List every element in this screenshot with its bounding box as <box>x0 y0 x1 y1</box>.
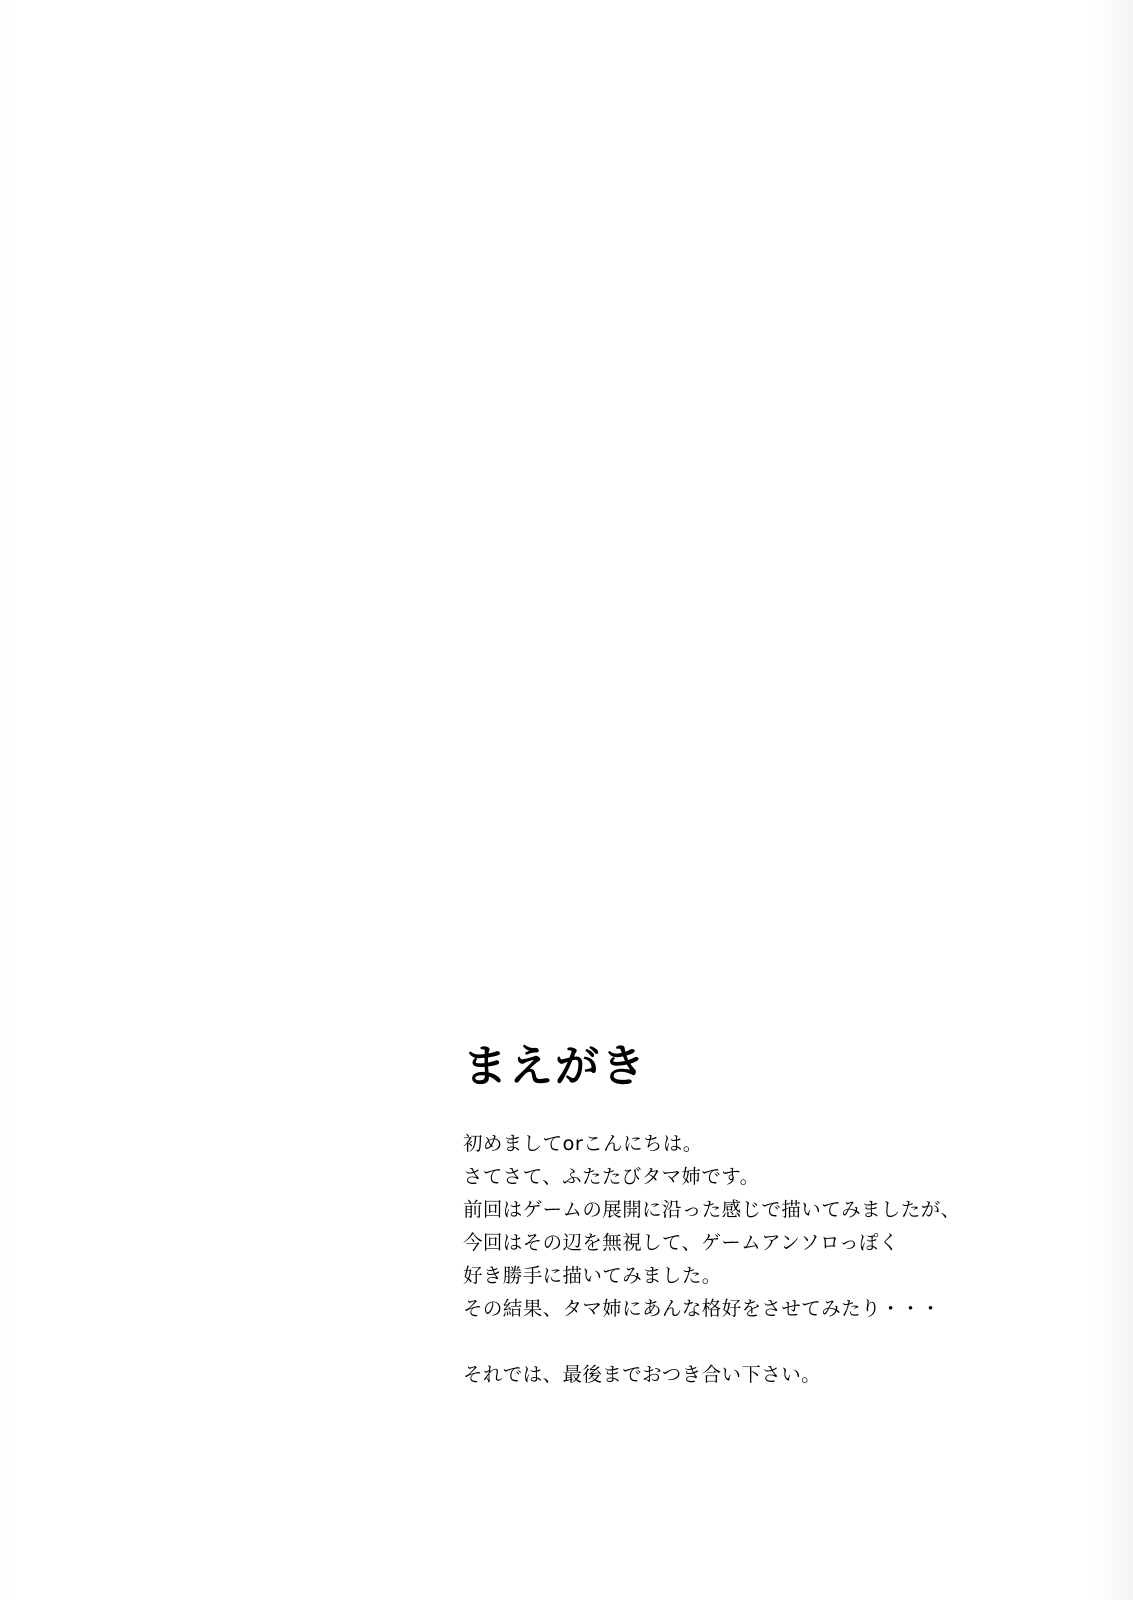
afterword-closing-line: それでは、最後までおつき合い下さい。 <box>463 1363 822 1386</box>
afterword-line: 今回はその辺を無視して、ゲームアンソロっぽく <box>463 1231 899 1254</box>
afterword-line: 初めましてorこんにちは。 <box>463 1132 703 1155</box>
afterword-heading: まえがき <box>463 1041 647 1092</box>
scan-edge-shading-left <box>0 0 18 1600</box>
afterword-body <box>463 1127 1063 1391</box>
afterword-line: 好き勝手に描いてみました。 <box>463 1264 722 1287</box>
afterword-line: さてさて、ふたたびタマ姉です。 <box>463 1165 760 1188</box>
scan-edge-shading-right <box>1087 0 1133 1600</box>
afterword-line: その結果、タマ姉にあんな格好をさせてみたり・・・ <box>463 1297 941 1320</box>
afterword-line: 前回はゲームの展開に沿った感じで描いてみましたが、 <box>463 1198 961 1221</box>
afterword-paragraph-gap <box>463 1325 1063 1358</box>
afterword-section <box>463 1041 1063 1391</box>
